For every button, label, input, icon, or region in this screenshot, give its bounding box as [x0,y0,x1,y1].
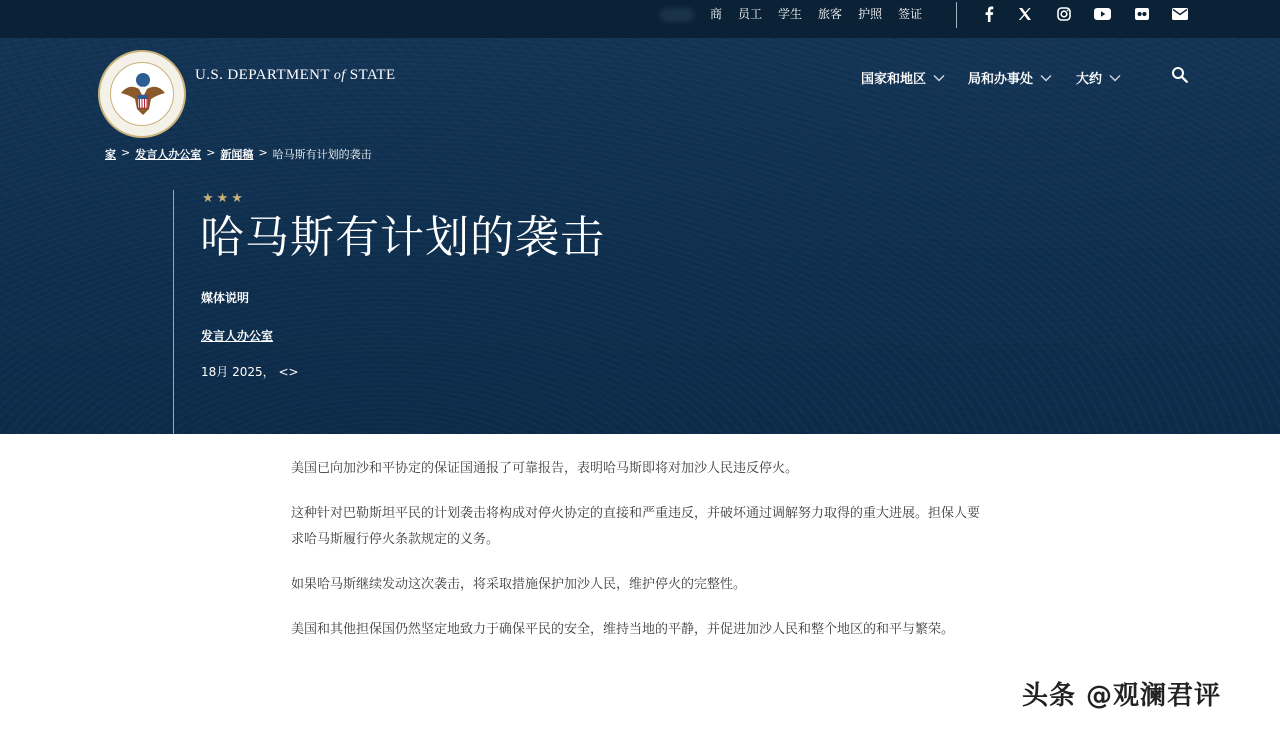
document-type: 媒体说明 [201,291,250,305]
utility-link-employees[interactable]: 员工 [738,7,763,21]
hero-accent-line [173,190,174,434]
breadcrumb-press-releases[interactable]: 新闻稿 [220,148,254,161]
utility-divider [956,2,957,28]
instagram-icon[interactable] [1054,5,1074,23]
chevron-down-icon [1040,74,1052,82]
utility-link-travelers[interactable]: 旅客 [818,7,843,21]
breadcrumb-separator: > [258,146,268,159]
utility-link-business[interactable]: 商 [710,7,723,21]
chevron-down-icon [933,74,945,82]
youtube-icon[interactable] [1092,5,1112,23]
utility-bar [0,0,1280,38]
brand-suffix: STATE [345,67,396,83]
publish-date: 18月 2025， <> [201,365,299,379]
article-paragraph: 这种针对巴勒斯坦平民的计划袭击将构成对停火协定的直接和严重违反，并破坏通过调解努力取得的重大进展。担保人要求哈马斯履行停火条款规定的义务。 [291,506,981,547]
article-body [291,456,991,662]
facebook-icon[interactable] [979,5,999,23]
email-icon[interactable] [1170,5,1190,23]
nav-label: 局和办事处 [968,72,1034,87]
site-brand[interactable] [195,67,396,84]
nav-item-about[interactable] [1076,68,1121,87]
nav-item-countries[interactable] [861,68,945,87]
breadcrumb-separator: > [206,146,216,159]
nav-label: 大约 [1076,72,1103,87]
x-icon[interactable] [1015,5,1035,23]
article-paragraph: 美国和其他担保国仍然坚定地致力于确保平民的安全，维持当地的平静，并促进加沙人民和整个地区的和平与繁荣。 [291,622,955,637]
breadcrumb-separator: > [121,146,131,159]
breadcrumb-office[interactable]: 发言人办公室 [135,148,202,161]
eagle-icon [115,67,171,123]
chevron-down-icon [1109,74,1121,82]
breadcrumb-home[interactable]: 家 [105,148,116,161]
nav-label: 国家和地区 [861,72,927,87]
department-seal-logo[interactable] [98,50,186,138]
hero-banner [0,38,1280,434]
utility-link-students[interactable]: 学生 [778,7,803,21]
watermark: 头条 @观澜君评 [1022,681,1222,711]
search-button[interactable] [1171,66,1189,84]
utility-link-visas[interactable]: 签证 [898,7,923,21]
stars-ornament: ★★★ [202,191,246,206]
breadcrumb-current: 哈马斯有计划的袭击 [272,148,372,161]
brand-of: of [333,68,346,83]
page-title: 哈马斯有计划的袭击 [200,212,605,263]
flickr-icon[interactable] [1132,5,1152,23]
search-icon [1171,66,1189,84]
breadcrumb [105,146,372,162]
blurred-element [660,8,694,22]
utility-nav [710,6,938,22]
seal-inner-ring [110,62,174,126]
brand-prefix: U.S. DEPARTMENT [195,67,334,83]
nav-item-bureaus[interactable] [968,68,1052,87]
article-paragraph: 美国已向加沙和平协定的保证国通报了可靠报告，表明哈马斯即将对加沙人民违反停火。 [291,461,799,476]
office-link[interactable]: 发言人办公室 [201,329,274,343]
utility-link-passports[interactable]: 护照 [858,7,883,21]
article-paragraph: 如果哈马斯继续发动这次袭击，将采取措施保护加沙人民，维护停火的完整性。 [291,577,747,592]
